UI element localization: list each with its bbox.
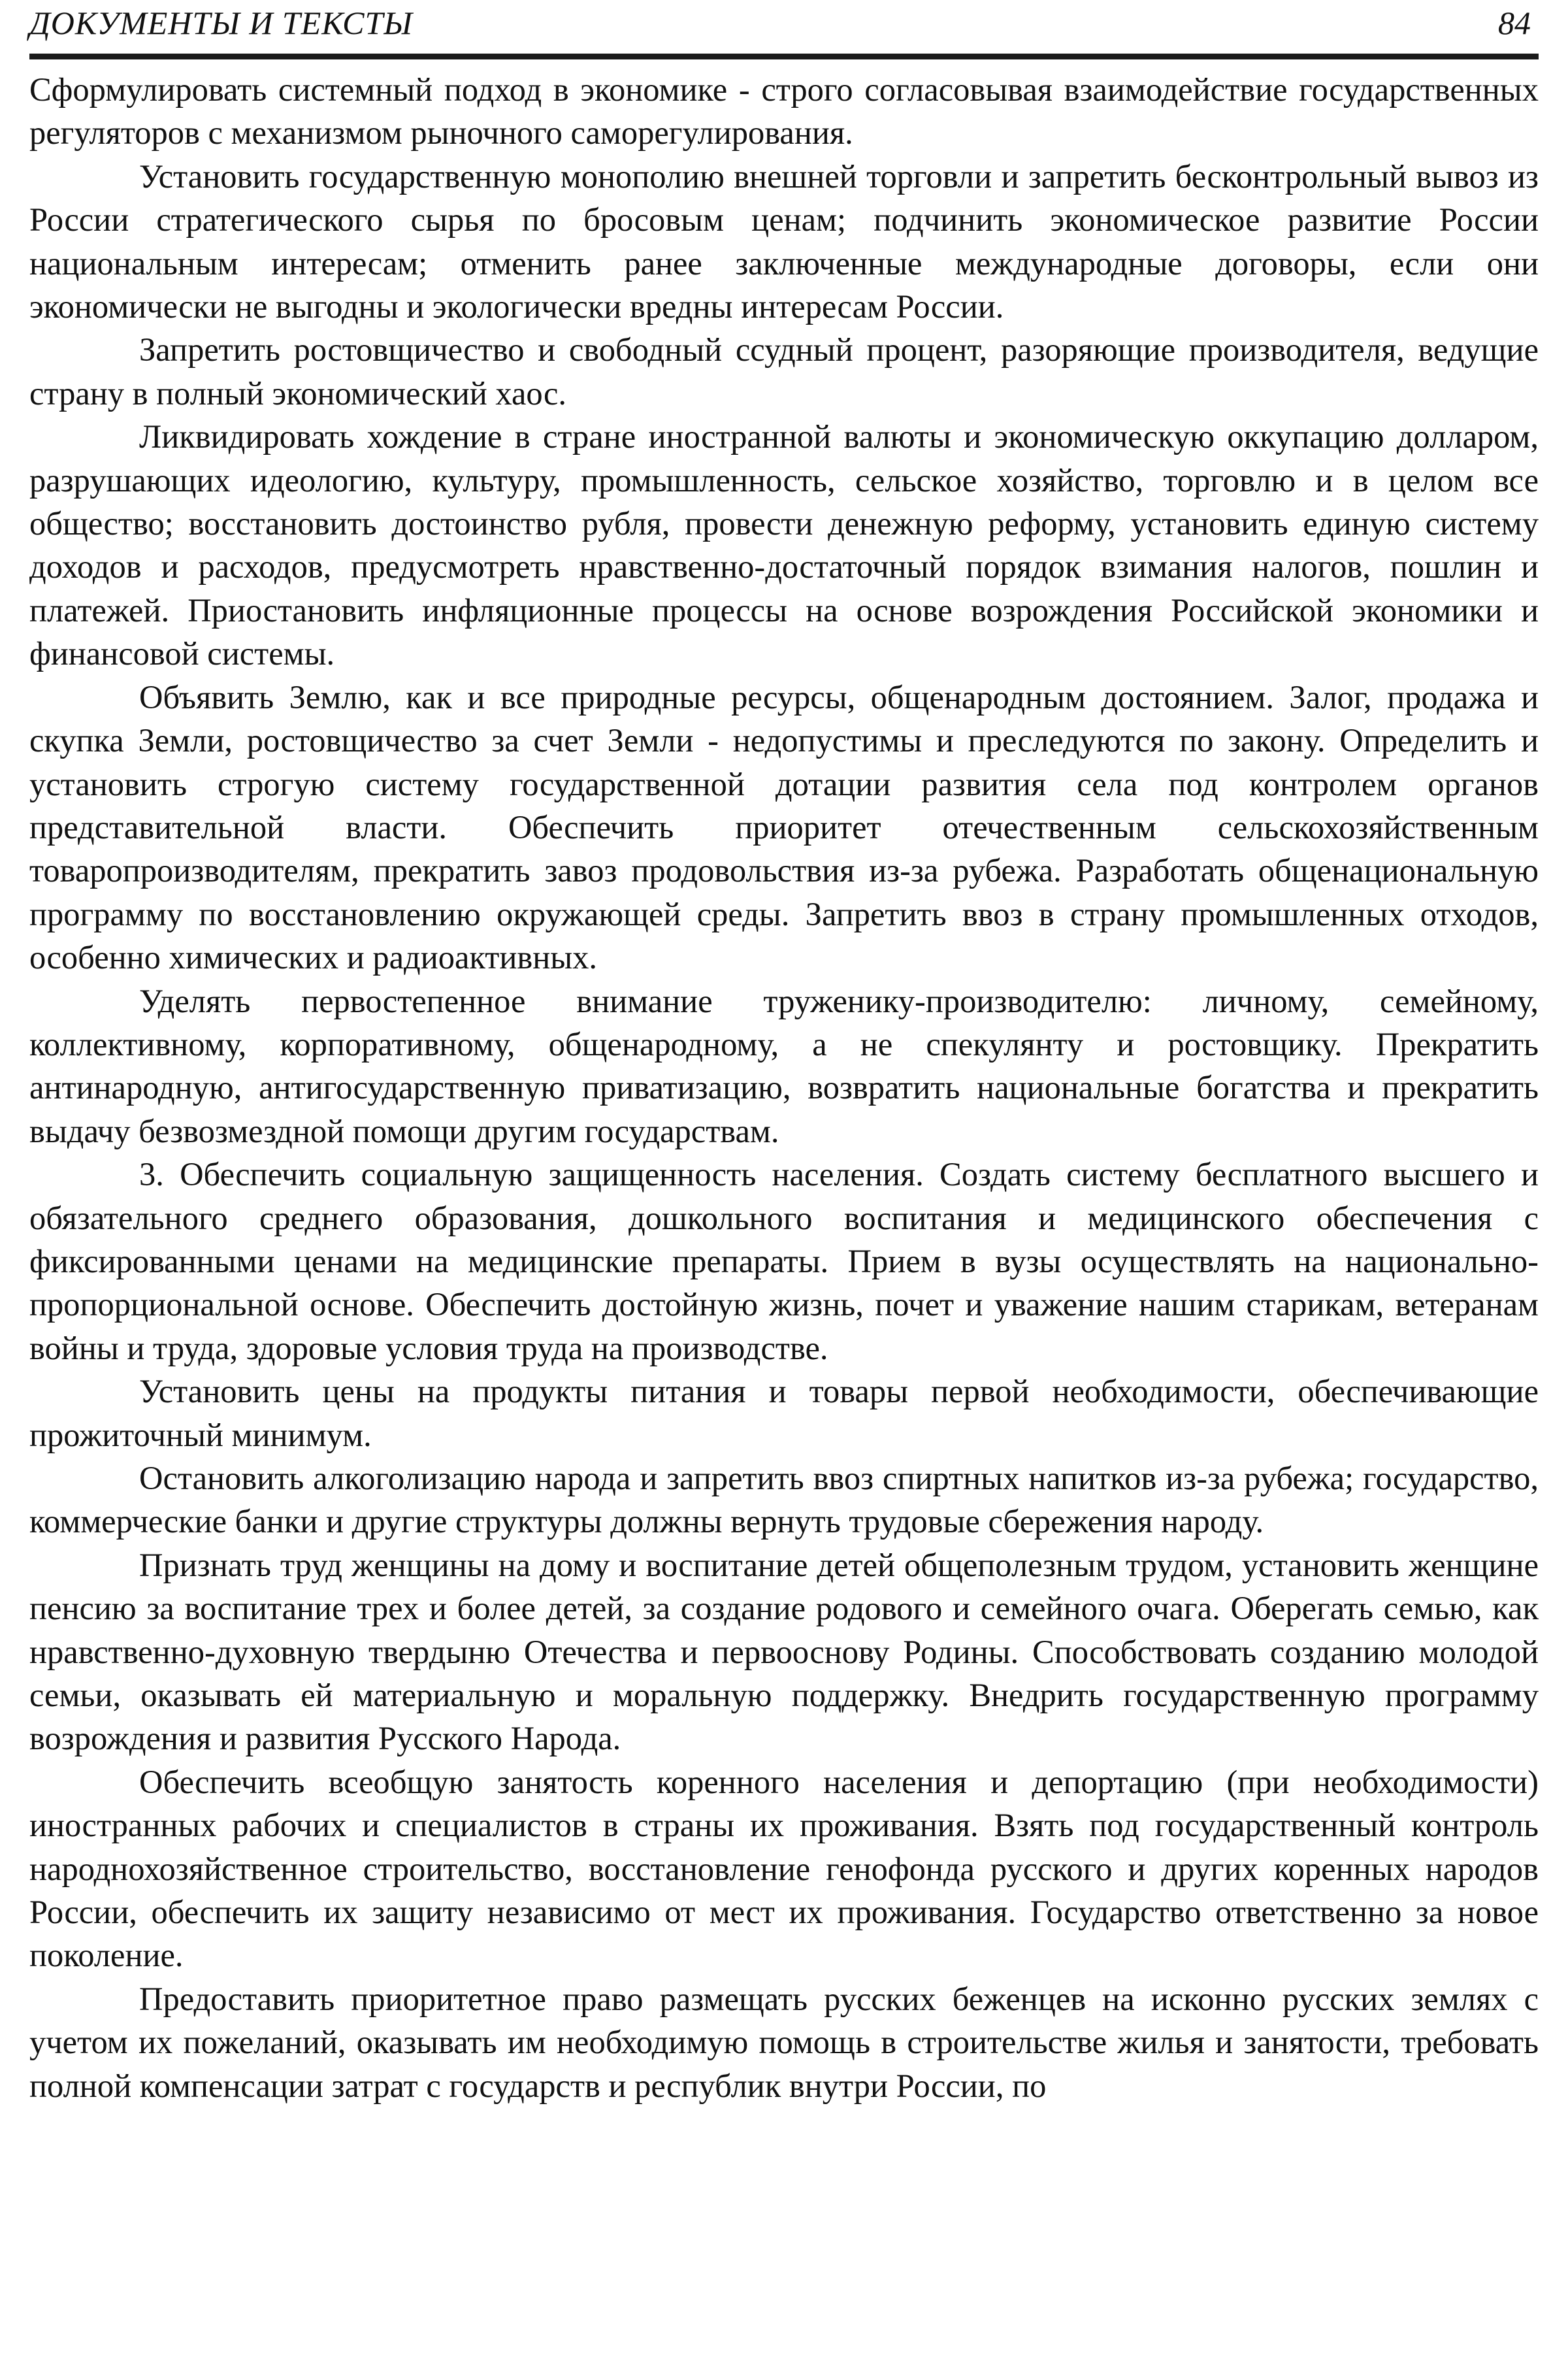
running-header [29,0,1539,59]
section-title: ДОКУМЕНТЫ И ТЕКСТЫ [29,5,413,41]
paragraph-2: Установить государственную монополию внешней торговли и запретить бесконтрольный вывоз из России стратегического сырья по бросовым ценам; подчинить экономическое развитие России национальным интересам; отменить ранее заключенные международные договоры, если они экономически не выгодны и экологически вредны интересам России. [29,157,1539,325]
paragraph-9: Остановить алкоголизацию народа и запретить ввоз спиртных напитков из-за рубежа; государство, коммерческие банки и другие структуры должны вернуть трудовые сбережения народу. [29,1460,1539,1540]
paragraph-8: Установить цены на продукты питания и товары первой необходимости, обеспечивающие прожиточный минимум. [29,1373,1539,1453]
paragraph-7: 3. Обеспечить социальную защищенность населения. Создать систему бесплатного высшего и обязательного среднего образования, дошкольного воспитания и медицинского обеспечения с фиксированными ценами на медицинские препараты. Прием в вузы осуществлять на национально-пропорциональной основе. Обеспечить достойную жизнь, почет и уважение нашим старикам, ветеранам войны и труда, здоровые условия труда на производстве. [29,1156,1539,1366]
text-body [29,68,1539,2107]
paragraph-5: Объявить Землю, как и все природные ресурсы, общенародным достоянием. Залог, продажа и скупка Земли, ростовщичество за счет Земли - недопустимы и преследуются по закону. Определить и установить строгую систему государственной дотации развития села под контролем органов представительной власти. Обеспечить приоритет отечественным сельскохозяйственным товаропроизводителям, прекратить завоз продовольствия из-за рубежа. Разработать общенациональную программу по восстановлению окружающей среды. Запретить ввоз в страну промышленных отходов, особенно химических и радиоактивных. [29,678,1539,976]
paragraph-10: Признать труд женщины на дому и воспитание детей общеполезным трудом, установить женщине пенсию за воспитание трех и более детей, за создание родового и семейного очага. Оберегать семью, как нравственно-духовную твердыню Отечества и первооснову Родины. Способствовать созданию молодой семьи, оказывать ей материальную и моральную поддержку. Внедрить государственную программу возрождения и развития Русского Народа. [29,1546,1539,1757]
paragraph-6: Уделять первостепенное внимание труженику-производителю: личному, семейному, коллективному, корпоративному, общенародному, а не спекулянту и ростовщику. Прекратить антинародную, антигосударственную приватизацию, возвратить национальные богатства и прекратить выдачу безвозмездной помощи другим государствам. [29,982,1539,1149]
paragraph-12: Предоставить приоритетное право размещать русских беженцев на исконно русских землях с учетом их пожеланий, оказывать им необходимую помощь в строительстве жилья и занятости, требовать полной компенсации затрат с государств и республик внутри России, по [29,1980,1539,2104]
page-number: 84 [1498,5,1531,41]
paragraph-1: Сформулировать системный подход в экономике - строго согласовывая взаимодействие государственных регуляторов с механизмом рыночного саморегулирования. [29,71,1539,152]
paragraph-11: Обеспечить всеобщую занятость коренного населения и депортацию (при необходимости) иностранных рабочих и специалистов в страны их проживания. Взять под государственный контроль народнохозяйственное строительство, восстановление генофонда русского и других коренных народов России, обеспечить их защиту независимо от мест их проживания. Государство ответственно за новое поколение. [29,1763,1539,1974]
document-page [29,0,1539,2357]
paragraph-4: Ликвидировать хождение в стране иностранной валюты и экономическую оккупацию долларом, разрушающих идеологию, культуру, промышленность, сельское хозяйство, торговлю и в целом все общество; восстановить достоинство рубля, провести денежную реформу, установить единую систему доходов и расходов, предусмотреть нравственно-достаточный порядок взимания налогов, пошлин и платежей. Приостановить инфляционные процессы на основе возрождения Российской экономики и финансовой системы. [29,418,1539,672]
paragraph-3: Запретить ростовщичество и свободный ссудный процент, разоряющие производителя, ведущие страну в полный экономический хаос. [29,331,1539,412]
